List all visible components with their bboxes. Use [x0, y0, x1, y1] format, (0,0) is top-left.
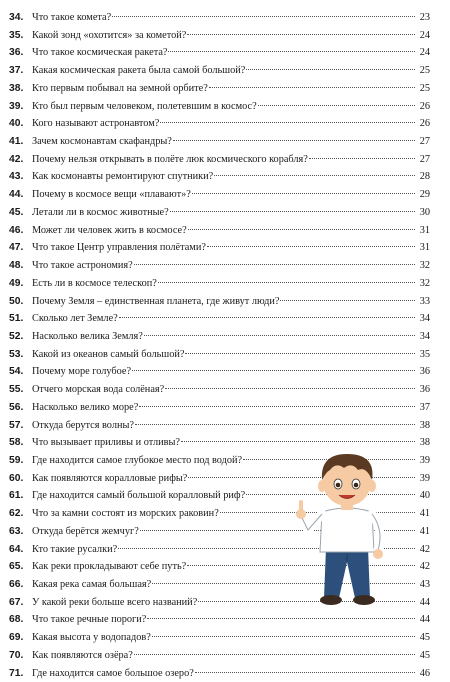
entry-number: 41. [9, 136, 24, 148]
entry-title: Есть ли в космосе телескоп? [32, 277, 157, 289]
dot-leader [144, 335, 415, 336]
entry-number: 48. [9, 260, 24, 272]
entry-number: 50. [9, 295, 24, 307]
page-number: 32 [419, 260, 430, 272]
entry-number: 46. [9, 224, 24, 236]
page-number: 46 [419, 667, 430, 679]
toc-entry [0, 293, 450, 311]
entry-number: 44. [9, 189, 24, 201]
toc-entry [0, 629, 450, 647]
page-number: 42 [419, 543, 430, 555]
entry-title: Как реки прокладывают себе путь? [32, 561, 187, 573]
toc-entry [0, 98, 450, 116]
dot-leader [168, 51, 415, 52]
entry-title: Что вызывает приливы и отливы? [32, 437, 180, 449]
dot-leader [132, 370, 415, 371]
page-number: 34 [419, 313, 430, 325]
page-number: 45 [419, 632, 430, 644]
entry-number: 65. [9, 561, 24, 573]
entry-number: 71. [9, 667, 24, 679]
dot-leader [152, 636, 415, 637]
toc-entry [0, 346, 450, 364]
page-number: 32 [419, 277, 430, 289]
entry-number: 63. [9, 525, 24, 537]
entry-number: 52. [9, 330, 24, 342]
entry-title: Насколько велико море? [32, 401, 139, 413]
dot-leader [119, 317, 415, 318]
page-number: 27 [419, 136, 430, 148]
toc-entry [0, 9, 450, 27]
entry-number: 68. [9, 614, 24, 626]
dot-leader [134, 654, 415, 655]
dot-leader [280, 300, 415, 301]
entry-number: 62. [9, 508, 24, 520]
toc-entry [0, 328, 450, 346]
dot-leader [192, 193, 415, 194]
page-number: 25 [419, 82, 430, 94]
entry-title: Что такое комета? [32, 12, 112, 23]
entry-title: Где находится самое глубокое место под водой? [32, 454, 243, 466]
entry-title: Что за камни состоят из морских раковин? [32, 508, 219, 520]
page-number: 35 [419, 348, 430, 360]
page-number: 36 [419, 366, 430, 378]
toc-entry [0, 257, 450, 275]
page-number: 31 [419, 242, 430, 254]
toc-entry [0, 151, 450, 169]
page-number: 37 [419, 401, 430, 413]
entry-number: 39. [9, 100, 24, 112]
entry-title: Где находится самое большое озеро? [32, 667, 194, 679]
dot-leader [188, 229, 415, 230]
dot-leader [112, 16, 415, 17]
toc-entry [0, 275, 450, 293]
right-shoe [353, 595, 375, 605]
page-number: 39 [419, 472, 430, 484]
dot-leader [165, 388, 415, 389]
page-number: 34 [419, 330, 430, 342]
page-number: 44 [419, 596, 430, 608]
page-number: 30 [419, 206, 430, 218]
entry-number: 36. [9, 47, 24, 59]
dot-leader [214, 175, 415, 176]
entry-title: Откуда берутся волны? [32, 419, 134, 431]
entry-number: 45. [9, 206, 24, 218]
page-number: 45 [419, 649, 430, 661]
boy-illustration [292, 450, 402, 606]
entry-title: Кто такие русалки? [32, 543, 118, 555]
toc-entry [0, 115, 450, 133]
entry-number: 66. [9, 579, 24, 590]
entry-number: 43. [9, 171, 24, 183]
page-number: 26 [419, 118, 430, 130]
entry-title: Откуда берётся жемчуг? [32, 525, 139, 537]
entry-title: Какая река самая большая? [32, 579, 152, 590]
dot-leader [185, 353, 415, 354]
entry-title: Кого называют астронавтом? [32, 118, 160, 130]
page-number: 29 [419, 189, 430, 201]
toc-entry [0, 381, 450, 399]
entry-number: 40. [9, 118, 24, 130]
entry-title: Почему нельзя открывать в полёте люк космического корабля? [32, 153, 308, 165]
toc-entry [0, 44, 450, 62]
dot-leader [309, 158, 415, 159]
entry-title: Отчего морская вода солёная? [32, 384, 165, 396]
dot-leader [160, 122, 415, 123]
toc-entry [0, 62, 450, 80]
entry-number: 34. [9, 12, 24, 23]
toc-entry [0, 80, 450, 98]
entry-number: 59. [9, 454, 24, 466]
entry-number: 55. [9, 384, 24, 396]
entry-number: 53. [9, 348, 24, 360]
entry-title: Какая космическая ракета была самой большой? [32, 65, 246, 77]
entry-title: Насколько велика Земля? [32, 330, 143, 342]
entry-number: 35. [9, 29, 24, 41]
entry-title: Кто первым побывал на земной орбите? [32, 82, 208, 94]
page-number: 44 [419, 614, 430, 626]
entry-number: 60. [9, 472, 24, 484]
page-number: 43 [419, 579, 430, 590]
entry-title: Что такое Центр управления полётами? [32, 242, 206, 254]
dot-leader [181, 441, 415, 442]
page-number: 24 [419, 47, 430, 59]
entry-number: 56. [9, 401, 24, 413]
page-number: 23 [419, 12, 430, 23]
dot-leader [134, 264, 415, 265]
entry-number: 42. [9, 153, 24, 165]
toc-entry [0, 399, 450, 417]
entry-number: 47. [9, 242, 24, 254]
dot-leader [173, 140, 415, 141]
entry-number: 67. [9, 596, 24, 608]
toc-entry [0, 611, 450, 629]
page-number: 28 [419, 171, 430, 183]
toc-entry [0, 417, 450, 435]
page-number: 41 [419, 508, 430, 520]
entry-title: Летали ли в космос животные? [32, 206, 169, 218]
toc-entry [0, 310, 450, 328]
toc-entry [0, 133, 450, 151]
page-number: 41 [419, 525, 430, 537]
entry-title: У какой реки больше всего названий? [32, 596, 198, 608]
dot-leader [158, 282, 415, 283]
entry-title: Какой из океанов самый большой? [32, 348, 185, 360]
entry-title: Что такое космическая ракета? [32, 47, 168, 59]
page-number: 38 [419, 419, 430, 431]
dot-leader [207, 246, 415, 247]
page-number: 38 [419, 437, 430, 449]
entry-number: 69. [9, 632, 24, 644]
entry-number: 64. [9, 543, 24, 555]
entry-title: Сколько лет Земле? [32, 313, 118, 325]
dot-leader [135, 424, 415, 425]
dot-leader [147, 618, 415, 619]
dot-leader [258, 105, 415, 106]
dot-leader [139, 406, 415, 407]
entry-number: 61. [9, 490, 24, 502]
dot-leader [170, 211, 415, 212]
entry-number: 49. [9, 277, 24, 289]
entry-number: 57. [9, 419, 24, 431]
toc-entry [0, 222, 450, 240]
entry-number: 54. [9, 366, 24, 378]
toc-entry [0, 204, 450, 222]
entry-title: Какой зонд «охотится» за кометой? [32, 29, 187, 41]
toc-entry [0, 647, 450, 665]
entry-title: Кто был первым человеком, полетевшим в космос? [32, 100, 257, 112]
page-number: 42 [419, 561, 430, 573]
page-number: 27 [419, 153, 430, 165]
toc-entry [0, 363, 450, 381]
dot-leader [209, 87, 415, 88]
shirt [320, 508, 374, 552]
page-number: 31 [419, 224, 430, 236]
page-number: 24 [419, 29, 430, 41]
entry-number: 51. [9, 313, 24, 325]
dot-leader [246, 69, 415, 70]
entry-number: 70. [9, 649, 24, 661]
dot-leader [195, 672, 415, 673]
page-number: 33 [419, 295, 430, 307]
entry-title: Что такое астрономия? [32, 260, 133, 272]
toc-entry [0, 186, 450, 204]
dot-leader [187, 34, 415, 35]
toc-entry [0, 27, 450, 45]
toc-entry [0, 168, 450, 186]
entry-title: Почему в космосе вещи «плавают»? [32, 189, 191, 201]
entry-title: Как космонавты ремонтируют спутники? [32, 171, 214, 183]
entry-number: 38. [9, 82, 24, 94]
page-number: 25 [419, 65, 430, 77]
entry-title: Как появляются коралловые рифы? [32, 472, 188, 484]
page-number: 26 [419, 100, 430, 112]
entry-title: Где находится самый большой коралловый риф? [32, 490, 246, 502]
page-number: 40 [419, 490, 430, 502]
entry-title: Может ли человек жить в космосе? [32, 224, 187, 236]
toc-entry [0, 665, 450, 682]
entry-number: 58. [9, 437, 24, 449]
entry-title: Зачем космонавтам скафандры? [32, 136, 172, 148]
entry-title: Почему море голубое? [32, 366, 132, 378]
entry-title: Как появляются озёра? [32, 649, 133, 661]
left-shoe [320, 595, 342, 605]
page-number: 39 [419, 454, 430, 466]
entry-number: 37. [9, 65, 24, 77]
page-number: 36 [419, 384, 430, 396]
entry-title: Что такое речные пороги? [32, 614, 147, 626]
entry-title: Почему Земля – единственная планета, где живут люди? [32, 295, 280, 307]
toc-entry [0, 239, 450, 257]
entry-title: Какая высота у водопадов? [32, 632, 151, 644]
